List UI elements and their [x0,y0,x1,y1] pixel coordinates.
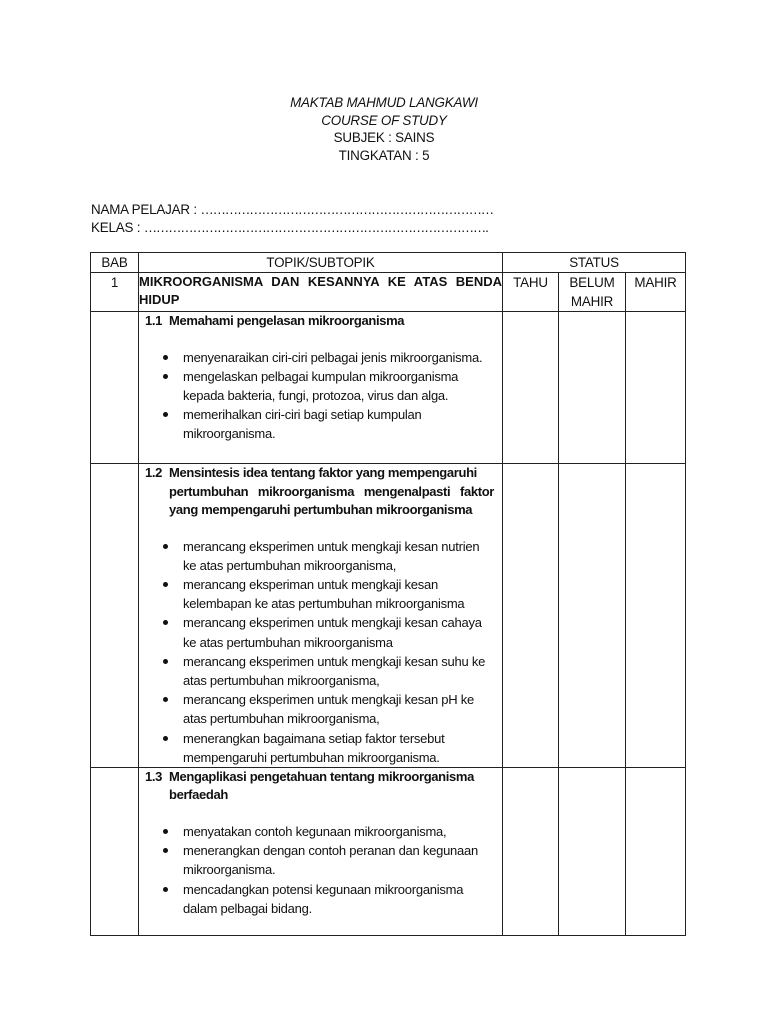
list-item: merancang eksperimen untuk mengkaji kesan cahaya ke atas pertumbuhan mikroorganisma [139,613,502,651]
belum-mahir-checkbox-cell[interactable] [559,464,626,768]
list-item: merancang eksperimen untuk mengkaji kesan pH ke atas pertumbuhan mikroorganisma, [139,690,502,728]
subtopic-heading [139,768,502,805]
list-item: mengelaskan pelbagai kumpulan mikroorganisma kepada bakteria, fungi, protozoa, virus dan alga. [139,367,502,405]
chapter-title: MIKROORGANISMA DAN KESANNYA KE ATAS BENDA HIDUP [139,273,503,312]
document-header [0,94,768,164]
course-title: COURSE OF STUDY [321,112,447,128]
bullet-icon [163,848,168,853]
chapter-row [91,273,686,312]
bab-cell [91,464,139,768]
bullet-icon [163,697,168,702]
bullet-icon [163,620,168,625]
subtopic-number: 1.3 [145,768,163,784]
tahu-checkbox-cell[interactable] [503,767,559,935]
bullet-icon [163,887,168,892]
list-item: menerangkan bagaimana setiap faktor tersebut mempengaruhi pertumbuhan mikroorganisma. [139,729,502,767]
subtopic-title: Mengaplikasi pengetahuan tentang mikroorganisma [169,768,475,784]
col-header-status: STATUS [503,253,686,273]
subtopic-cell [139,312,503,464]
bullet-icon [163,582,168,587]
list-item: merancang eksperiman untuk mengkaji kesan kelembapan ke atas pertumbuhan mikroorganisma [139,575,502,613]
list-item: merancang eksperimen untuk mengkaji kesan suhu ke atas pertumbuhan mikroorganisma, [139,652,502,690]
objective-list [139,348,502,444]
form-level-line: TINGKATAN : 5 [338,147,430,163]
mahir-checkbox-cell[interactable] [626,464,686,768]
subject-line: SUBJEK : SAINS [333,130,435,145]
student-name-field [91,201,493,219]
list-item: menyatakan contoh kegunaan mikroorganisma, [139,822,502,841]
bab-cell [91,767,139,935]
belum-mahir-checkbox-cell[interactable] [559,312,626,464]
bullet-icon [163,829,168,834]
tahu-checkbox-cell[interactable] [503,312,559,464]
bullet-icon [163,412,168,417]
bullet-icon [163,659,168,664]
student-name-blank: ……………………………………………………………… [200,202,493,217]
bab-cell [91,312,139,464]
student-fields [91,201,493,237]
status-belum-mahir: BELUM MAHIR [559,273,626,312]
col-header-topik: TOPIK/SUBTOPIK [139,253,503,273]
table-row [91,312,686,464]
bullet-icon [163,736,168,741]
status-mahir: MAHIR [626,273,686,312]
school-name: MAKTAB MAHMUD LANGKAWI [290,95,478,110]
objective-list [139,822,502,918]
bullet-icon [163,544,168,549]
subtopic-number: 1.1 [145,313,163,328]
mahir-checkbox-cell[interactable] [626,767,686,935]
subtopic-title-cont: berfaedah [169,787,228,803]
objective-list [139,537,502,767]
mahir-checkbox-cell[interactable] [626,312,686,464]
subtopic-title: Mensintesis idea tentang faktor yang mempengaruhi [169,465,477,480]
table-row [91,464,686,768]
subtopic-cell [139,767,503,935]
list-item: mencadangkan potensi kegunaan mikroorganisma dalam pelbagai bidang. [139,880,502,918]
bullet-icon [163,374,168,379]
list-item: memerihalkan ciri-ciri bagi setiap kumpulan mikroorganisma. [139,405,502,443]
syllabus-table [90,252,686,936]
subtopic-number: 1.2 [145,465,163,480]
chapter-number: 1 [91,273,139,312]
table-row [91,767,686,935]
status-tahu: TAHU [503,273,559,312]
class-field [91,219,493,237]
subtopic-heading [139,464,502,520]
student-name-label: NAMA PELAJAR : [91,202,201,217]
list-item: merancang eksperimen untuk mengkaji kesan nutrien ke atas pertumbuhan mikroorganisma, [139,537,502,575]
col-header-bab: BAB [91,253,139,273]
bullet-icon [163,355,168,360]
subtopic-title-cont: pertumbuhan mikroorganisma mengenalpasti faktor yang mempengaruhi pertumbuhan mikroorganisma [169,483,494,517]
class-blank: …………………………………………………………………………. [143,220,488,235]
subtopic-cell [139,464,503,768]
list-item: menyenaraikan ciri-ciri pelbagai jenis mikroorganisma. [139,348,502,367]
list-item: menerangkan dengan contoh peranan dan kegunaan mikroorganisma. [139,841,502,879]
subtopic-title: Memahami pengelasan mikroorganisma [169,313,405,328]
table-header-row [91,253,686,273]
tahu-checkbox-cell[interactable] [503,464,559,768]
belum-mahir-checkbox-cell[interactable] [559,767,626,935]
subtopic-heading [139,312,502,331]
class-label: KELAS : [91,220,144,235]
